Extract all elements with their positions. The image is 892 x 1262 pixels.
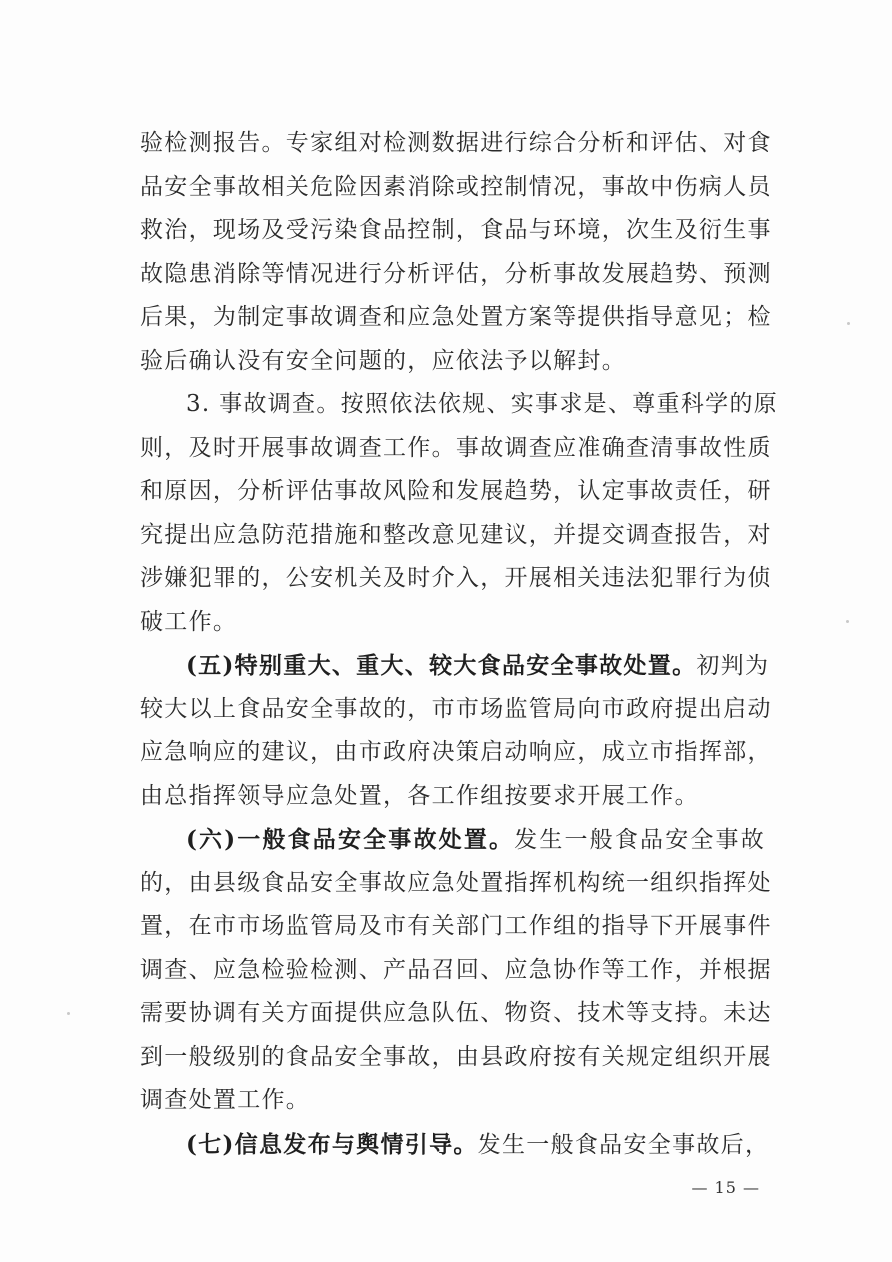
text-line: 故隐患消除等情况进行分析评估，分析事故发展趋势、预测 [140, 260, 772, 287]
text-line: 置，在市市场监管局及市有关部门工作组的指导下开展事件 [140, 913, 772, 939]
scan-speck [847, 322, 850, 325]
section-line [140, 818, 765, 862]
document-body [140, 122, 779, 1166]
text-run: 发生一般食品安全事故后， [477, 1131, 770, 1158]
text-line: 的，由县级食品安全事故应急处置指挥机构统一组织指挥处 [140, 869, 772, 896]
text-line: 后果，为制定事故调查和应急处置方案等提供指导意见；检 [140, 304, 772, 330]
scan-speck [846, 620, 849, 623]
text-line: 和原因，分析评估事故风险和发展趋势，认定事故责任，研 [140, 478, 772, 504]
page-number: — 15 — [691, 1178, 760, 1197]
section-heading: (七)信息发布与舆情引导。 [186, 1130, 478, 1158]
text-line: 验后确认没有安全问题的，应依法予以解封。 [140, 347, 626, 374]
text-line: 应急响应的建议，由市政府决策启动响应，成立市指挥部， [140, 739, 772, 765]
text-run: 发生一般食品安全事故 [514, 827, 766, 853]
text-run: 初判为 [696, 653, 770, 679]
section-heading: (五)特别重大、重大、较大食品安全事故处置。 [186, 652, 697, 679]
text-line: 救治，现场及受污染食品控制，食品与环境，次生及衍生事 [140, 217, 772, 243]
text-line: 调查处置工作。 [140, 1087, 311, 1113]
text-line: 验检测报告。专家组对检测数据进行综合分析和评估、对食 [140, 130, 772, 156]
text-line: 究提出应急防范措施和整改意见建议，并提交调查报告，对 [140, 521, 772, 548]
text-line: 3. 事故调查。按照依法依规、实事求是、尊重科学的原 [186, 391, 779, 417]
text-line: 涉嫌犯罪的，公安机关及时介入，开展相关违法犯罪行为侦 [140, 565, 772, 591]
text-line: 较大以上食品安全事故的，市市场监管局向市政府提出启动 [140, 695, 772, 722]
scan-speck [67, 1012, 70, 1015]
text-line: 则，及时开展事故调查工作。事故调查应准确查清事故性质 [140, 434, 772, 461]
text-line: 破工作。 [140, 608, 238, 635]
section-line [140, 644, 770, 688]
section-line [140, 1123, 770, 1167]
text-line: 品安全事故相关危险因素消除或控制情况，事故中伤病人员 [140, 173, 772, 200]
text-line: 调查、应急检验检测、产品召回、应急协作等工作，并根据 [140, 956, 772, 983]
text-line: 到一般级别的食品安全事故，由县政府按有关规定组织开展 [140, 1043, 772, 1070]
text-line: 由总指挥领导应急处置，各工作组按要求开展工作。 [140, 782, 699, 809]
text-line: 需要协调有关方面提供应急队伍、物资、技术等支持。未达 [140, 1000, 772, 1026]
section-heading: (六)一般食品安全事故处置。 [186, 826, 515, 853]
